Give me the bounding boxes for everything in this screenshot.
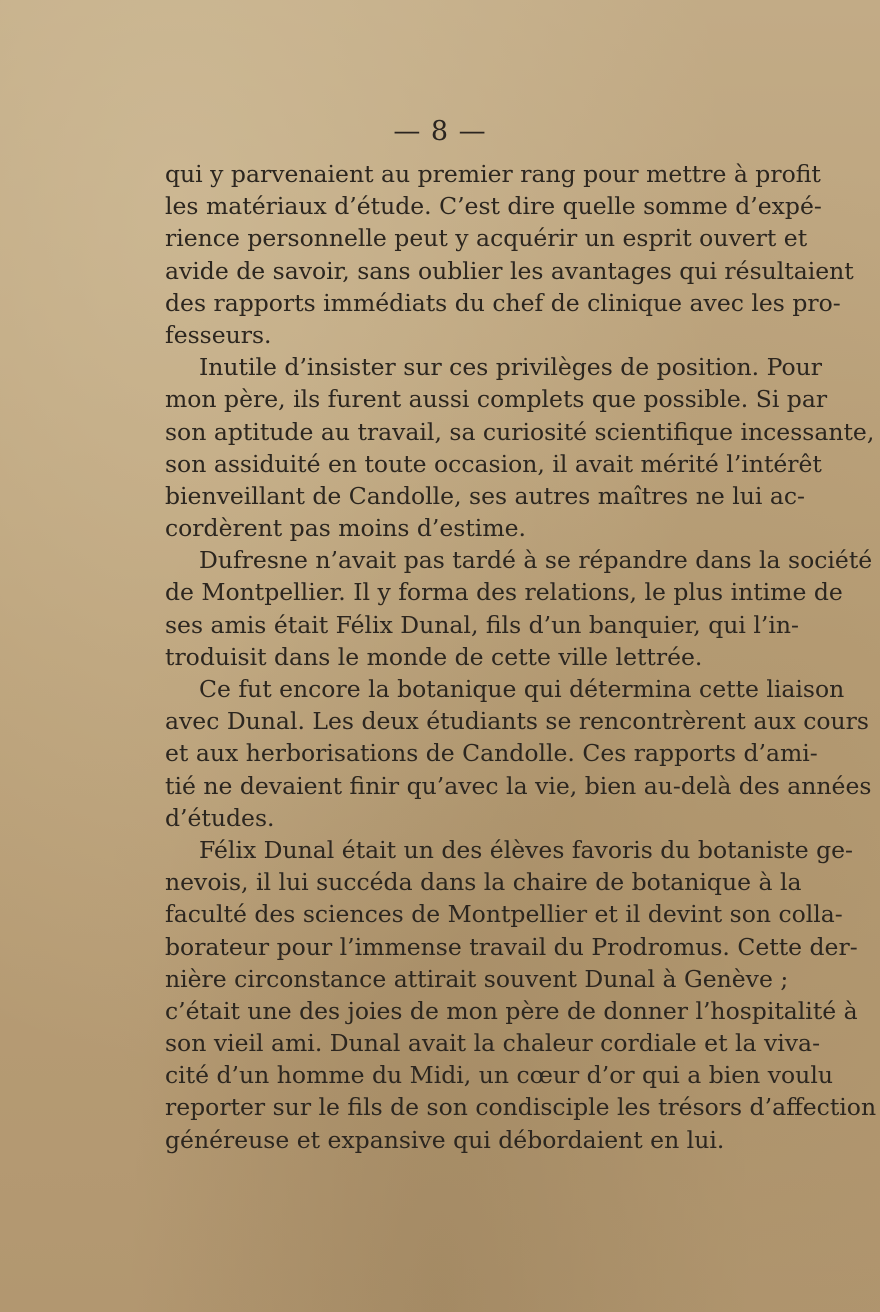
- text-line: ses amis était Félix Dunal, fils d’un banquier, qui l’in-: [165, 610, 799, 639]
- text-line: et aux herborisations de Candolle. Ces rapports d’ami-: [165, 739, 818, 768]
- text-line: Inutile d’insister sur ces privilèges de position. Pour: [199, 353, 822, 382]
- text-line: tié ne devaient finir qu’avec la vie, bien au-delà des années: [165, 771, 872, 800]
- text-line: borateur pour l’immense travail du Prodromus. Cette der-: [165, 932, 858, 961]
- text-line: de Montpellier. Il y forma des relations, le plus intime de: [165, 578, 843, 607]
- paragraph: [165, 351, 875, 544]
- text-line: rience personnelle peut y acquérir un esprit ouvert et: [165, 224, 808, 253]
- text-line: d’études.: [165, 803, 275, 832]
- text-line: Dufresne n’avait pas tardé à se répandre dans la société: [199, 546, 873, 575]
- text-line: troduisit dans le monde de cette ville lettrée.: [165, 642, 703, 671]
- paragraph: [165, 834, 877, 1156]
- text-line: avec Dunal. Les deux étudiants se rencontrèrent aux cours: [165, 707, 869, 736]
- text-line: fesseurs.: [165, 320, 272, 349]
- text-line: nevois, il lui succéda dans la chaire de botanique à la: [165, 868, 802, 897]
- text-line: qui y parvenaient au premier rang pour mettre à profit: [165, 160, 821, 188]
- page-number: — 8 —: [393, 116, 487, 147]
- body-text: [165, 158, 877, 1156]
- text-line: les matériaux d’étude. C’est dire quelle somme d’expé-: [165, 192, 822, 221]
- text-line: bienveillant de Candolle, ses autres maîtres ne lui ac-: [165, 481, 805, 510]
- text-line: mon père, ils furent aussi complets que possible. Si par: [165, 385, 828, 414]
- text-line: Félix Dunal était un des élèves favoris du botaniste ge-: [199, 835, 853, 864]
- text-line: avide de savoir, sans oublier les avantages qui résultaient: [165, 256, 854, 285]
- text-line: nière circonstance attirait souvent Dunal à Genève ;: [165, 964, 789, 993]
- text-line: généreuse et expansive qui débordaient en lui.: [165, 1125, 725, 1154]
- text-line: cité d’un homme du Midi, un cœur d’or qui a bien voulu: [165, 1061, 833, 1090]
- text-line: son aptitude au travail, sa curiosité scientifique incessante,: [165, 417, 875, 446]
- paragraph: [165, 158, 854, 351]
- text-line: son vieil ami. Dunal avait la chaleur cordiale et la viva-: [165, 1029, 821, 1058]
- text-line: son assiduité en toute occasion, il avait mérité l’intérêt: [165, 449, 822, 478]
- text-line: faculté des sciences de Montpellier et il devint son colla-: [165, 900, 843, 929]
- text-line: c’était une des joies de mon père de donner l’hospitalité à: [165, 996, 858, 1025]
- text-line: reporter sur le fils de son condisciple les trésors d’affection: [165, 1093, 877, 1122]
- paragraph: [165, 544, 873, 673]
- text-line: cordèrent pas moins d’estime.: [165, 514, 526, 543]
- text-line: des rapports immédiats du chef de clinique avec les pro-: [165, 288, 841, 317]
- paragraph: [165, 673, 872, 834]
- text-line: Ce fut encore la botanique qui détermina cette liaison: [199, 675, 845, 703]
